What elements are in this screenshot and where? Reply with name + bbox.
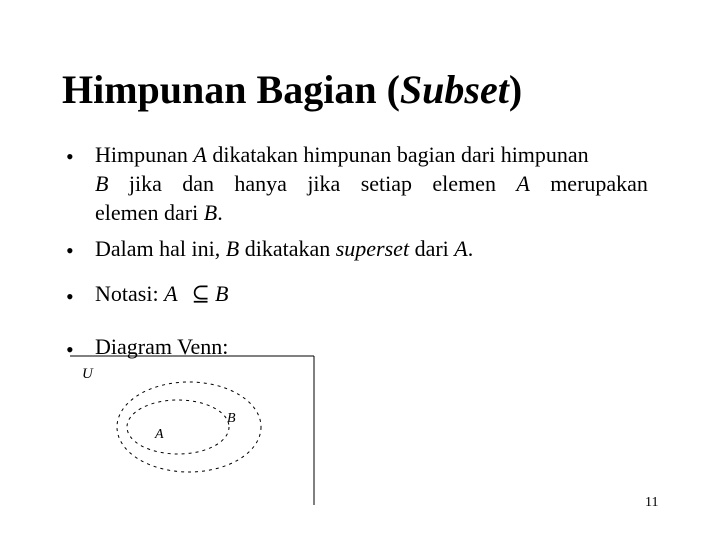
math-var-a: A: [516, 171, 530, 196]
bullet-marker-2: •: [66, 238, 74, 263]
math-var-a: A: [454, 236, 468, 261]
page-number: 11: [645, 495, 659, 510]
math-var-b: B: [225, 236, 240, 261]
text-segment: Dalam hal ini,: [95, 236, 226, 261]
bullet-marker-3: •: [66, 284, 74, 309]
math-var-a: A: [193, 142, 207, 167]
set-b-ellipse: [117, 382, 261, 472]
bullet-item-definition: [95, 140, 648, 227]
set-b-label: B: [227, 411, 236, 426]
text-segment: .: [467, 236, 474, 261]
notation-label: Notasi:: [95, 281, 165, 306]
title-close: ): [508, 67, 523, 112]
text-segment: dikatakan: [239, 236, 336, 261]
set-a-label: A: [155, 427, 164, 442]
title-italic: Subset: [399, 67, 509, 112]
venn-heading: Diagram Venn:: [95, 334, 229, 359]
word: jika: [307, 171, 341, 196]
superset-term: superset: [335, 236, 410, 261]
text-segment: dikatakan himpunan bagian dari himpunan: [206, 142, 589, 167]
set-a-ellipse: [127, 400, 229, 454]
math-var-a: A: [164, 281, 178, 306]
word: setiap: [360, 171, 413, 196]
bullet-marker-4: •: [66, 337, 74, 362]
word: elemen: [432, 171, 496, 196]
venn-diagram: [70, 350, 330, 515]
word: hanya: [234, 171, 287, 196]
word: jika: [128, 171, 162, 196]
text-segment: dari: [409, 236, 455, 261]
math-var-b: B: [203, 200, 218, 225]
word: merupakan: [550, 171, 648, 196]
subset-symbol: ⊆: [191, 281, 210, 306]
word: dan: [182, 171, 214, 196]
definition-line-2: [95, 169, 648, 198]
math-var-b: B: [95, 171, 109, 196]
bullet-item-superset: [95, 234, 473, 263]
definition-line-1: [95, 140, 648, 169]
text-segment: Himpunan: [95, 142, 194, 167]
slide-title: [62, 67, 523, 112]
text-segment: elemen dari: [95, 200, 204, 225]
bullet-item-notation: [95, 279, 228, 308]
math-var-b: B: [214, 281, 229, 306]
definition-line-3: [95, 198, 648, 227]
title-main: Himpunan Bagian (: [62, 67, 400, 112]
universe-label: U: [82, 366, 93, 382]
text-segment: .: [217, 200, 223, 225]
bullet-marker-1: •: [66, 144, 74, 169]
